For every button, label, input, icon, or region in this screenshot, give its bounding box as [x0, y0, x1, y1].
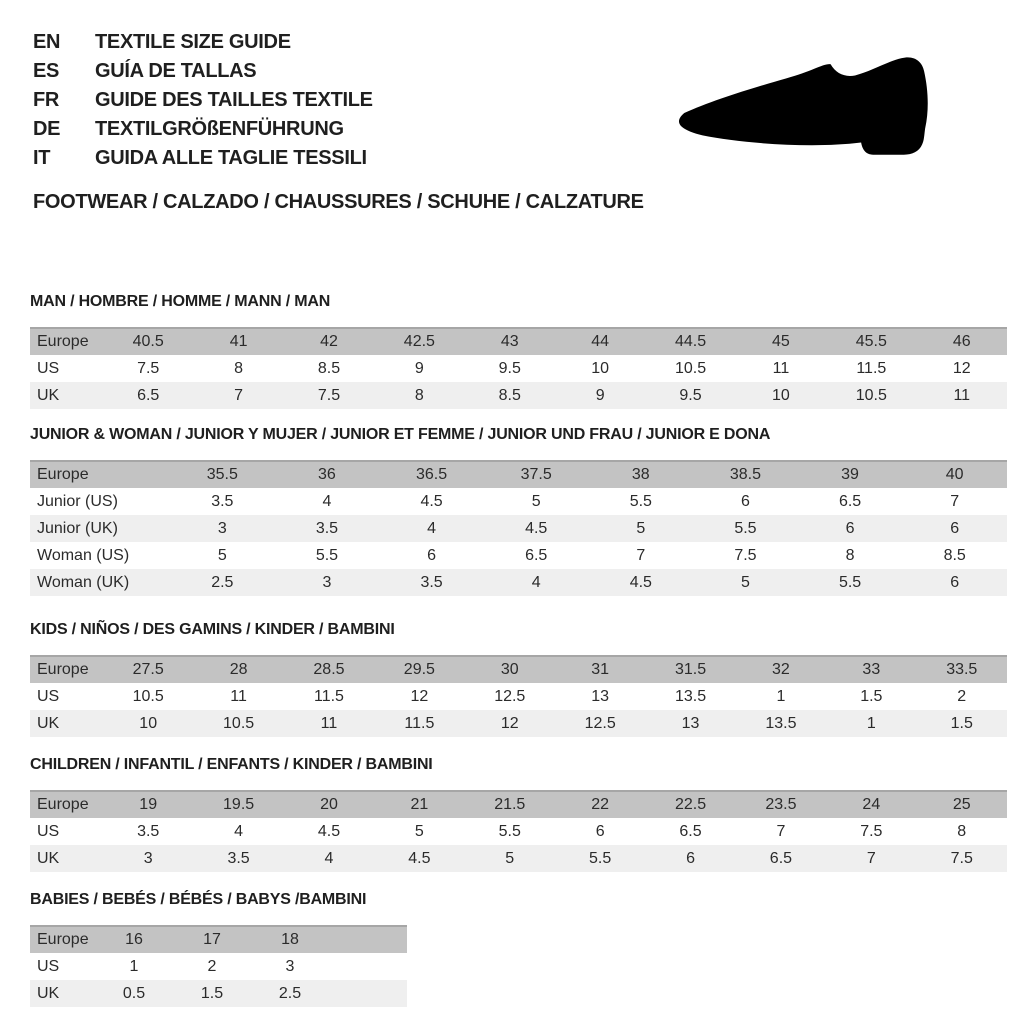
size-cell: 6.5 — [484, 542, 589, 569]
size-cell: 35.5 — [170, 461, 275, 488]
size-cell: 40 — [902, 461, 1007, 488]
row-label: Europe — [30, 656, 103, 683]
size-cell: 7 — [826, 845, 916, 872]
section-babies — [30, 890, 407, 1007]
size-cell: 2.5 — [170, 569, 275, 596]
section-title-babies: BABIES / BEBÉS / BÉBÉS / BABYS /BAMBINI — [30, 891, 367, 908]
size-cell: 22 — [555, 791, 645, 818]
size-cell: 6 — [693, 488, 798, 515]
size-cell: 38.5 — [693, 461, 798, 488]
size-cell: 13 — [645, 710, 735, 737]
size-cell: 39 — [798, 461, 903, 488]
size-cell — [329, 980, 407, 1007]
size-cell: 3.5 — [193, 845, 283, 872]
size-cell: 7.5 — [693, 542, 798, 569]
size-cell: 6 — [902, 569, 1007, 596]
table-row-uk — [30, 980, 407, 1007]
language-code: ES — [33, 60, 60, 82]
size-cell: 4 — [379, 515, 484, 542]
row-label: Woman (UK) — [30, 569, 170, 596]
language-title-list — [33, 28, 373, 173]
size-cell: 18 — [251, 926, 329, 953]
size-cell: 10.5 — [103, 683, 193, 710]
table-row-uk — [30, 382, 1007, 409]
row-label: Europe — [30, 926, 95, 953]
table-row-europe — [30, 791, 1007, 818]
size-cell: 4 — [275, 488, 380, 515]
size-cell: 21 — [374, 791, 464, 818]
size-cell: 5.5 — [798, 569, 903, 596]
size-cell: 8 — [193, 355, 283, 382]
language-code: DE — [33, 118, 61, 140]
size-cell: 4.5 — [484, 515, 589, 542]
section-kids — [30, 620, 1007, 737]
row-label: US — [30, 818, 103, 845]
size-cell: 5.5 — [465, 818, 555, 845]
language-code: IT — [33, 147, 51, 169]
size-cell: 1 — [736, 683, 826, 710]
size-cell: 7.5 — [826, 818, 916, 845]
size-cell: 36 — [275, 461, 380, 488]
size-cell: 3.5 — [103, 818, 193, 845]
size-cell: 6.5 — [103, 382, 193, 409]
size-cell: 12 — [917, 355, 1007, 382]
guide-title-fr: GUIDE DES TAILLES TEXTILE — [95, 89, 373, 111]
size-table-children — [30, 790, 1007, 872]
size-cell: 9.5 — [465, 355, 555, 382]
section-title-kids: KIDS / NIÑOS / DES GAMINS / KINDER / BAMBINI — [30, 621, 395, 638]
size-cell: 6 — [645, 845, 735, 872]
section-junior-woman — [30, 425, 1007, 596]
size-cell: 4.5 — [374, 845, 464, 872]
size-cell: 5 — [170, 542, 275, 569]
language-row-es — [33, 57, 373, 86]
size-cell: 28.5 — [284, 656, 374, 683]
row-label: Europe — [30, 461, 170, 488]
size-cell: 4.5 — [379, 488, 484, 515]
size-cell: 19 — [103, 791, 193, 818]
language-code: FR — [33, 89, 60, 111]
row-label: Junior (UK) — [30, 515, 170, 542]
size-cell: 6.5 — [798, 488, 903, 515]
table-row-europe — [30, 926, 407, 953]
size-cell: 36.5 — [379, 461, 484, 488]
table-row-europe — [30, 656, 1007, 683]
size-cell — [329, 926, 407, 953]
guide-title-it: GUIDA ALLE TAGLIE TESSILI — [95, 147, 367, 169]
size-cell: 5 — [693, 569, 798, 596]
size-cell: 4 — [484, 569, 589, 596]
size-cell: 12.5 — [555, 710, 645, 737]
size-cell: 42.5 — [374, 328, 464, 355]
row-label: US — [30, 953, 95, 980]
section-man — [30, 292, 1007, 409]
size-cell: 27.5 — [103, 656, 193, 683]
size-cell: 25 — [917, 791, 1007, 818]
table-row-woman-us — [30, 542, 1007, 569]
size-cell: 29.5 — [374, 656, 464, 683]
size-cell: 3 — [103, 845, 193, 872]
language-row-it — [33, 144, 373, 173]
size-cell: 24 — [826, 791, 916, 818]
size-cell: 6 — [798, 515, 903, 542]
size-cell: 22.5 — [645, 791, 735, 818]
size-cell: 8.5 — [465, 382, 555, 409]
section-title-junior-woman: JUNIOR & WOMAN / JUNIOR Y MUJER / JUNIOR ET FEMME / JUNIOR UND FRAU / JUNIOR E DONA — [30, 426, 771, 443]
shoe-icon — [670, 48, 975, 172]
size-cell: 33 — [826, 656, 916, 683]
size-cell: 2.5 — [251, 980, 329, 1007]
size-table-man — [30, 327, 1007, 409]
size-cell: 8 — [917, 818, 1007, 845]
size-cell: 43 — [465, 328, 555, 355]
size-cell: 11.5 — [374, 710, 464, 737]
size-cell: 0.5 — [95, 980, 173, 1007]
size-cell: 6.5 — [645, 818, 735, 845]
size-cell: 5.5 — [555, 845, 645, 872]
size-cell: 10.5 — [645, 355, 735, 382]
size-cell: 32 — [736, 656, 826, 683]
size-cell: 3.5 — [170, 488, 275, 515]
section-title-children: CHILDREN / INFANTIL / ENFANTS / KINDER / BAMBINI — [30, 756, 433, 773]
size-cell: 13.5 — [736, 710, 826, 737]
size-cell: 5 — [374, 818, 464, 845]
size-cell: 4 — [193, 818, 283, 845]
size-cell: 11 — [736, 355, 826, 382]
language-code: EN — [33, 31, 61, 53]
language-row-fr — [33, 86, 373, 115]
category-title: FOOTWEAR / CALZADO / CHAUSSURES / SCHUHE / CALZATURE — [33, 191, 644, 213]
table-row-uk — [30, 845, 1007, 872]
size-cell: 28 — [193, 656, 283, 683]
size-cell: 44.5 — [645, 328, 735, 355]
size-cell: 6 — [555, 818, 645, 845]
size-cell: 13.5 — [645, 683, 735, 710]
size-cell: 11.5 — [826, 355, 916, 382]
table-row-junior-uk — [30, 515, 1007, 542]
size-cell: 21.5 — [465, 791, 555, 818]
size-cell: 12 — [465, 710, 555, 737]
table-row-us — [30, 953, 407, 980]
table-row-junior-us — [30, 488, 1007, 515]
row-label: Woman (US) — [30, 542, 170, 569]
table-row-us — [30, 355, 1007, 382]
row-label: Europe — [30, 791, 103, 818]
section-title-man: MAN / HOMBRE / HOMME / MANN / MAN — [30, 293, 331, 310]
size-cell: 9.5 — [645, 382, 735, 409]
size-cell: 45 — [736, 328, 826, 355]
guide-title-es: GUÍA DE TALLAS — [95, 60, 257, 82]
row-label: Europe — [30, 328, 103, 355]
size-cell: 19.5 — [193, 791, 283, 818]
table-row-europe — [30, 328, 1007, 355]
size-cell: 1.5 — [826, 683, 916, 710]
size-cell: 2 — [173, 953, 251, 980]
size-cell: 23.5 — [736, 791, 826, 818]
size-cell: 1 — [95, 953, 173, 980]
size-table-babies — [30, 925, 407, 1007]
row-label: UK — [30, 710, 103, 737]
size-cell: 7.5 — [284, 382, 374, 409]
size-cell: 3.5 — [379, 569, 484, 596]
size-cell: 37.5 — [484, 461, 589, 488]
table-row-woman-uk — [30, 569, 1007, 596]
section-children — [30, 755, 1007, 872]
size-table-kids — [30, 655, 1007, 737]
size-cell — [329, 953, 407, 980]
size-cell: 3 — [275, 569, 380, 596]
row-label: US — [30, 355, 103, 382]
size-cell: 5.5 — [693, 515, 798, 542]
language-row-de — [33, 115, 373, 144]
size-cell: 7 — [902, 488, 1007, 515]
size-cell: 2 — [917, 683, 1007, 710]
guide-title-de: TEXTILGRÖßENFÜHRUNG — [95, 118, 344, 140]
size-cell: 40.5 — [103, 328, 193, 355]
size-cell: 12 — [374, 683, 464, 710]
size-cell: 10 — [736, 382, 826, 409]
size-cell: 44 — [555, 328, 645, 355]
size-cell: 7 — [193, 382, 283, 409]
row-label: UK — [30, 382, 103, 409]
size-cell: 8.5 — [902, 542, 1007, 569]
size-cell: 7 — [736, 818, 826, 845]
size-cell: 10 — [103, 710, 193, 737]
size-cell: 11 — [284, 710, 374, 737]
size-cell: 11 — [917, 382, 1007, 409]
size-cell: 31.5 — [645, 656, 735, 683]
size-cell: 10.5 — [826, 382, 916, 409]
size-cell: 30 — [465, 656, 555, 683]
table-row-uk — [30, 710, 1007, 737]
size-cell: 31 — [555, 656, 645, 683]
size-cell: 3.5 — [275, 515, 380, 542]
language-row-en — [33, 28, 373, 57]
size-cell: 4.5 — [589, 569, 694, 596]
size-cell: 7.5 — [103, 355, 193, 382]
size-cell: 6 — [379, 542, 484, 569]
size-cell: 38 — [589, 461, 694, 488]
size-cell: 5 — [589, 515, 694, 542]
size-cell: 17 — [173, 926, 251, 953]
table-row-us — [30, 683, 1007, 710]
size-cell: 5 — [484, 488, 589, 515]
size-cell: 46 — [917, 328, 1007, 355]
size-cell: 33.5 — [917, 656, 1007, 683]
size-cell: 11 — [193, 683, 283, 710]
size-cell: 16 — [95, 926, 173, 953]
size-cell: 45.5 — [826, 328, 916, 355]
size-cell: 7 — [589, 542, 694, 569]
size-cell: 13 — [555, 683, 645, 710]
row-label: Junior (US) — [30, 488, 170, 515]
row-label: US — [30, 683, 103, 710]
size-cell: 1 — [826, 710, 916, 737]
size-cell: 4.5 — [284, 818, 374, 845]
size-cell: 6.5 — [736, 845, 826, 872]
row-label: UK — [30, 980, 95, 1007]
size-cell: 12.5 — [465, 683, 555, 710]
size-cell: 9 — [555, 382, 645, 409]
size-cell: 3 — [170, 515, 275, 542]
size-cell: 41 — [193, 328, 283, 355]
size-cell: 9 — [374, 355, 464, 382]
size-cell: 1.5 — [173, 980, 251, 1007]
guide-title-en: TEXTILE SIZE GUIDE — [95, 31, 291, 53]
size-cell: 20 — [284, 791, 374, 818]
size-cell: 5 — [465, 845, 555, 872]
table-row-europe — [30, 461, 1007, 488]
size-cell: 4 — [284, 845, 374, 872]
size-cell: 6 — [902, 515, 1007, 542]
table-row-us — [30, 818, 1007, 845]
size-cell: 7.5 — [917, 845, 1007, 872]
size-cell: 8.5 — [284, 355, 374, 382]
size-cell: 8 — [798, 542, 903, 569]
size-cell: 3 — [251, 953, 329, 980]
size-cell: 10 — [555, 355, 645, 382]
row-label: UK — [30, 845, 103, 872]
size-cell: 11.5 — [284, 683, 374, 710]
size-cell: 5.5 — [275, 542, 380, 569]
size-cell: 5.5 — [589, 488, 694, 515]
size-cell: 42 — [284, 328, 374, 355]
size-table-junior-woman — [30, 460, 1007, 596]
size-cell: 10.5 — [193, 710, 283, 737]
size-cell: 8 — [374, 382, 464, 409]
size-cell: 1.5 — [917, 710, 1007, 737]
